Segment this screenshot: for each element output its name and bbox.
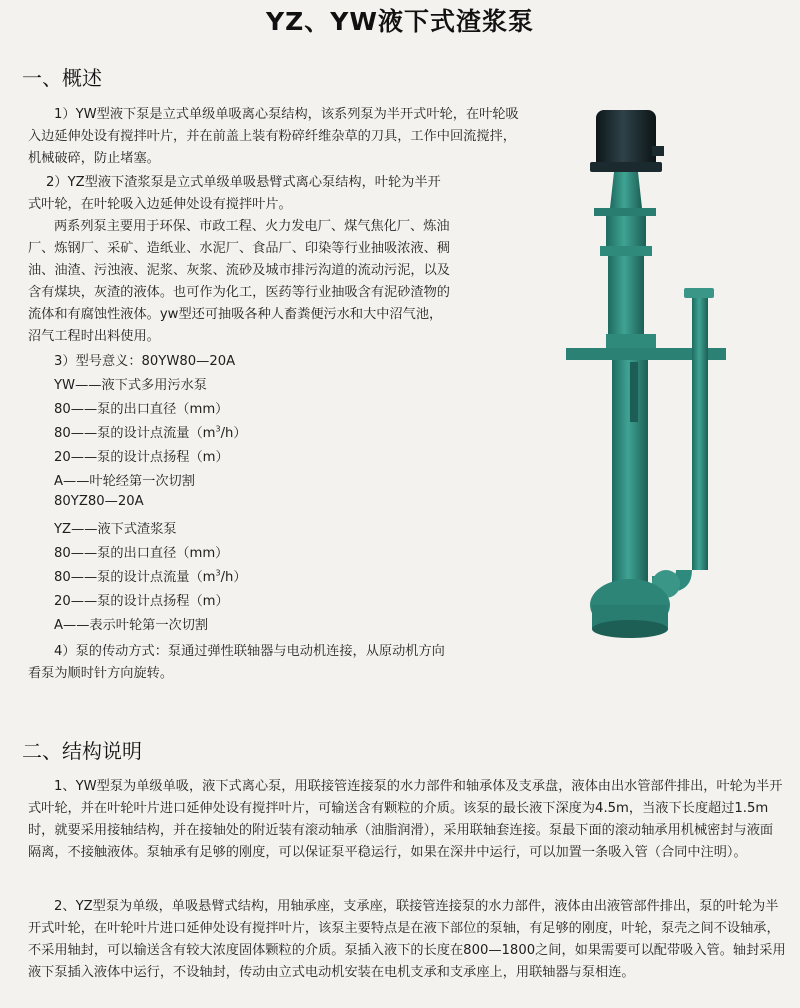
- yz-model-line: 80——泵的设计点流量$(m^3/h)$: [54, 568, 247, 585]
- yz-model-line: YZ——液下式渣浆泵: [54, 522, 177, 537]
- drive-line2: 看泵为顺时针方向旋转。: [28, 666, 174, 681]
- pump-illustration: [556, 100, 756, 640]
- paragraph-yz-structure: 2、YZ型泵为单级，单吸悬臂式结构，用轴承座，支承座，联接管连接泵的水力部件，液体由出液管部件排出，泵的叶轮为半开式叶轮，在叶轮叶片进口延伸处设有搅拌叶片，该泵主要特点是在液下部位的泵轴，有足够的刚度，叶轮，泵壳之间不设轴承，不采用轴封，可以输送含有较大浓度固体颗粒的介质。泵插入液下的长度在800—1800之间，如果需要可以配带吸入管。轴封采用液下泵插入液体中运行，不设轴封，传动由立式电动机安装在电机支承和支承座上，用联轴器与泵相连。: [28, 899, 786, 980]
- paragraph-yw-structure: 1、YW型泵为单级单吸，液下式离心泵，用联接管连接泵的水力部件和轴承体及支承盘，液体由出水管部件排出，叶轮为半开式叶轮，并在叶轮叶片进口延伸处设有搅拌叶片，可输送含有颗粒的介质。该泵的最长液下深度为4.5m，当液下长度超过1.5m时，就要采用接轴结构，并在接轴处的附近装有滚动轴承（油脂润滑），采用联轴套连接。泵最下面的滚动轴承用机械密封与液面隔离，不接触液体。泵轴承有足够的刚度，可以保证泵平稳运行，如果在深井中运行，可以加置一条吸入管（合同中注明）。: [28, 779, 783, 860]
- section-heading-structure: 二、结构说明: [22, 739, 142, 763]
- yw-model-line: 20——泵的设计点扬程（m）: [54, 450, 229, 465]
- paragraph-yw-intro: 1）YW型液下泵是立式单级单吸离心泵结构，该系列泵为半开式叶轮，在叶轮吸入边延伸处设有搅拌叶片，并在前盖上装有粉碎纤维杂草的刀具，工作中回流搅拌，机械破碎，防止堵塞。: [28, 107, 519, 166]
- section-heading-overview: 一、概述: [22, 66, 102, 90]
- yw-model-line: 80——泵的出口直径（mm）: [54, 402, 229, 417]
- yz-model-line: 20——泵的设计点扬程（m）: [54, 594, 229, 609]
- yz-model-line: 80——泵的出口直径（mm）: [54, 546, 229, 561]
- paragraph-usage-line6: 沼气工程时出料使用。: [28, 329, 160, 344]
- model-meaning-heading: 3）型号意义：80YW80—20A: [54, 354, 236, 369]
- paragraph-usage-line4: 含有煤块，灰渣的液体。也可作为化工，医药等行业抽吸含有泥砂渣物的: [28, 285, 450, 300]
- yz-model-line: A——表示叶轮第一次切割: [54, 618, 209, 633]
- drive-line1: 4）泵的传动方式：泵通过弹性联轴器与电动机连接，从原动机方向: [54, 644, 445, 659]
- outlet-pipe: [692, 298, 708, 570]
- paragraph-yz-intro-line2: 式叶轮，在叶轮吸入边延伸处设有搅拌叶片。: [28, 197, 292, 212]
- paragraph-usage-line1: 两系列泵主要用于环保、市政工程、火力发电厂、煤气焦化厂、炼油: [54, 219, 450, 234]
- paragraph-usage-line3: 油、油渣、污浊液、泥浆、灰浆、流砂及城市排污沟道的流动污泥，以及: [28, 263, 450, 278]
- paragraph-usage-line2: 厂、炼钢厂、采矿、造纸业、水泥厂、食品厂、印染等行业抽吸浓液、稠: [28, 241, 450, 256]
- yw-model-line: A——叶轮经第一次切割: [54, 474, 195, 489]
- paragraph-yz-intro-line1: 2）YZ型液下渣浆泵是立式单级单吸悬臂式离心泵结构，叶轮为半开: [46, 175, 441, 190]
- paragraph-usage-line5: 流体和有腐蚀性液体。yw型还可抽吸各种人畜粪便污水和大中沼气池，: [28, 307, 443, 322]
- page-title: YZ、YW液下式渣浆泵: [266, 7, 534, 36]
- yw-model-line: 80——泵的设计点流量$(m^3/h)$: [54, 424, 247, 441]
- yw-model-line: YW——液下式多用污水泵: [54, 378, 207, 393]
- yz-model-code: 80YZ80—20A: [54, 494, 144, 509]
